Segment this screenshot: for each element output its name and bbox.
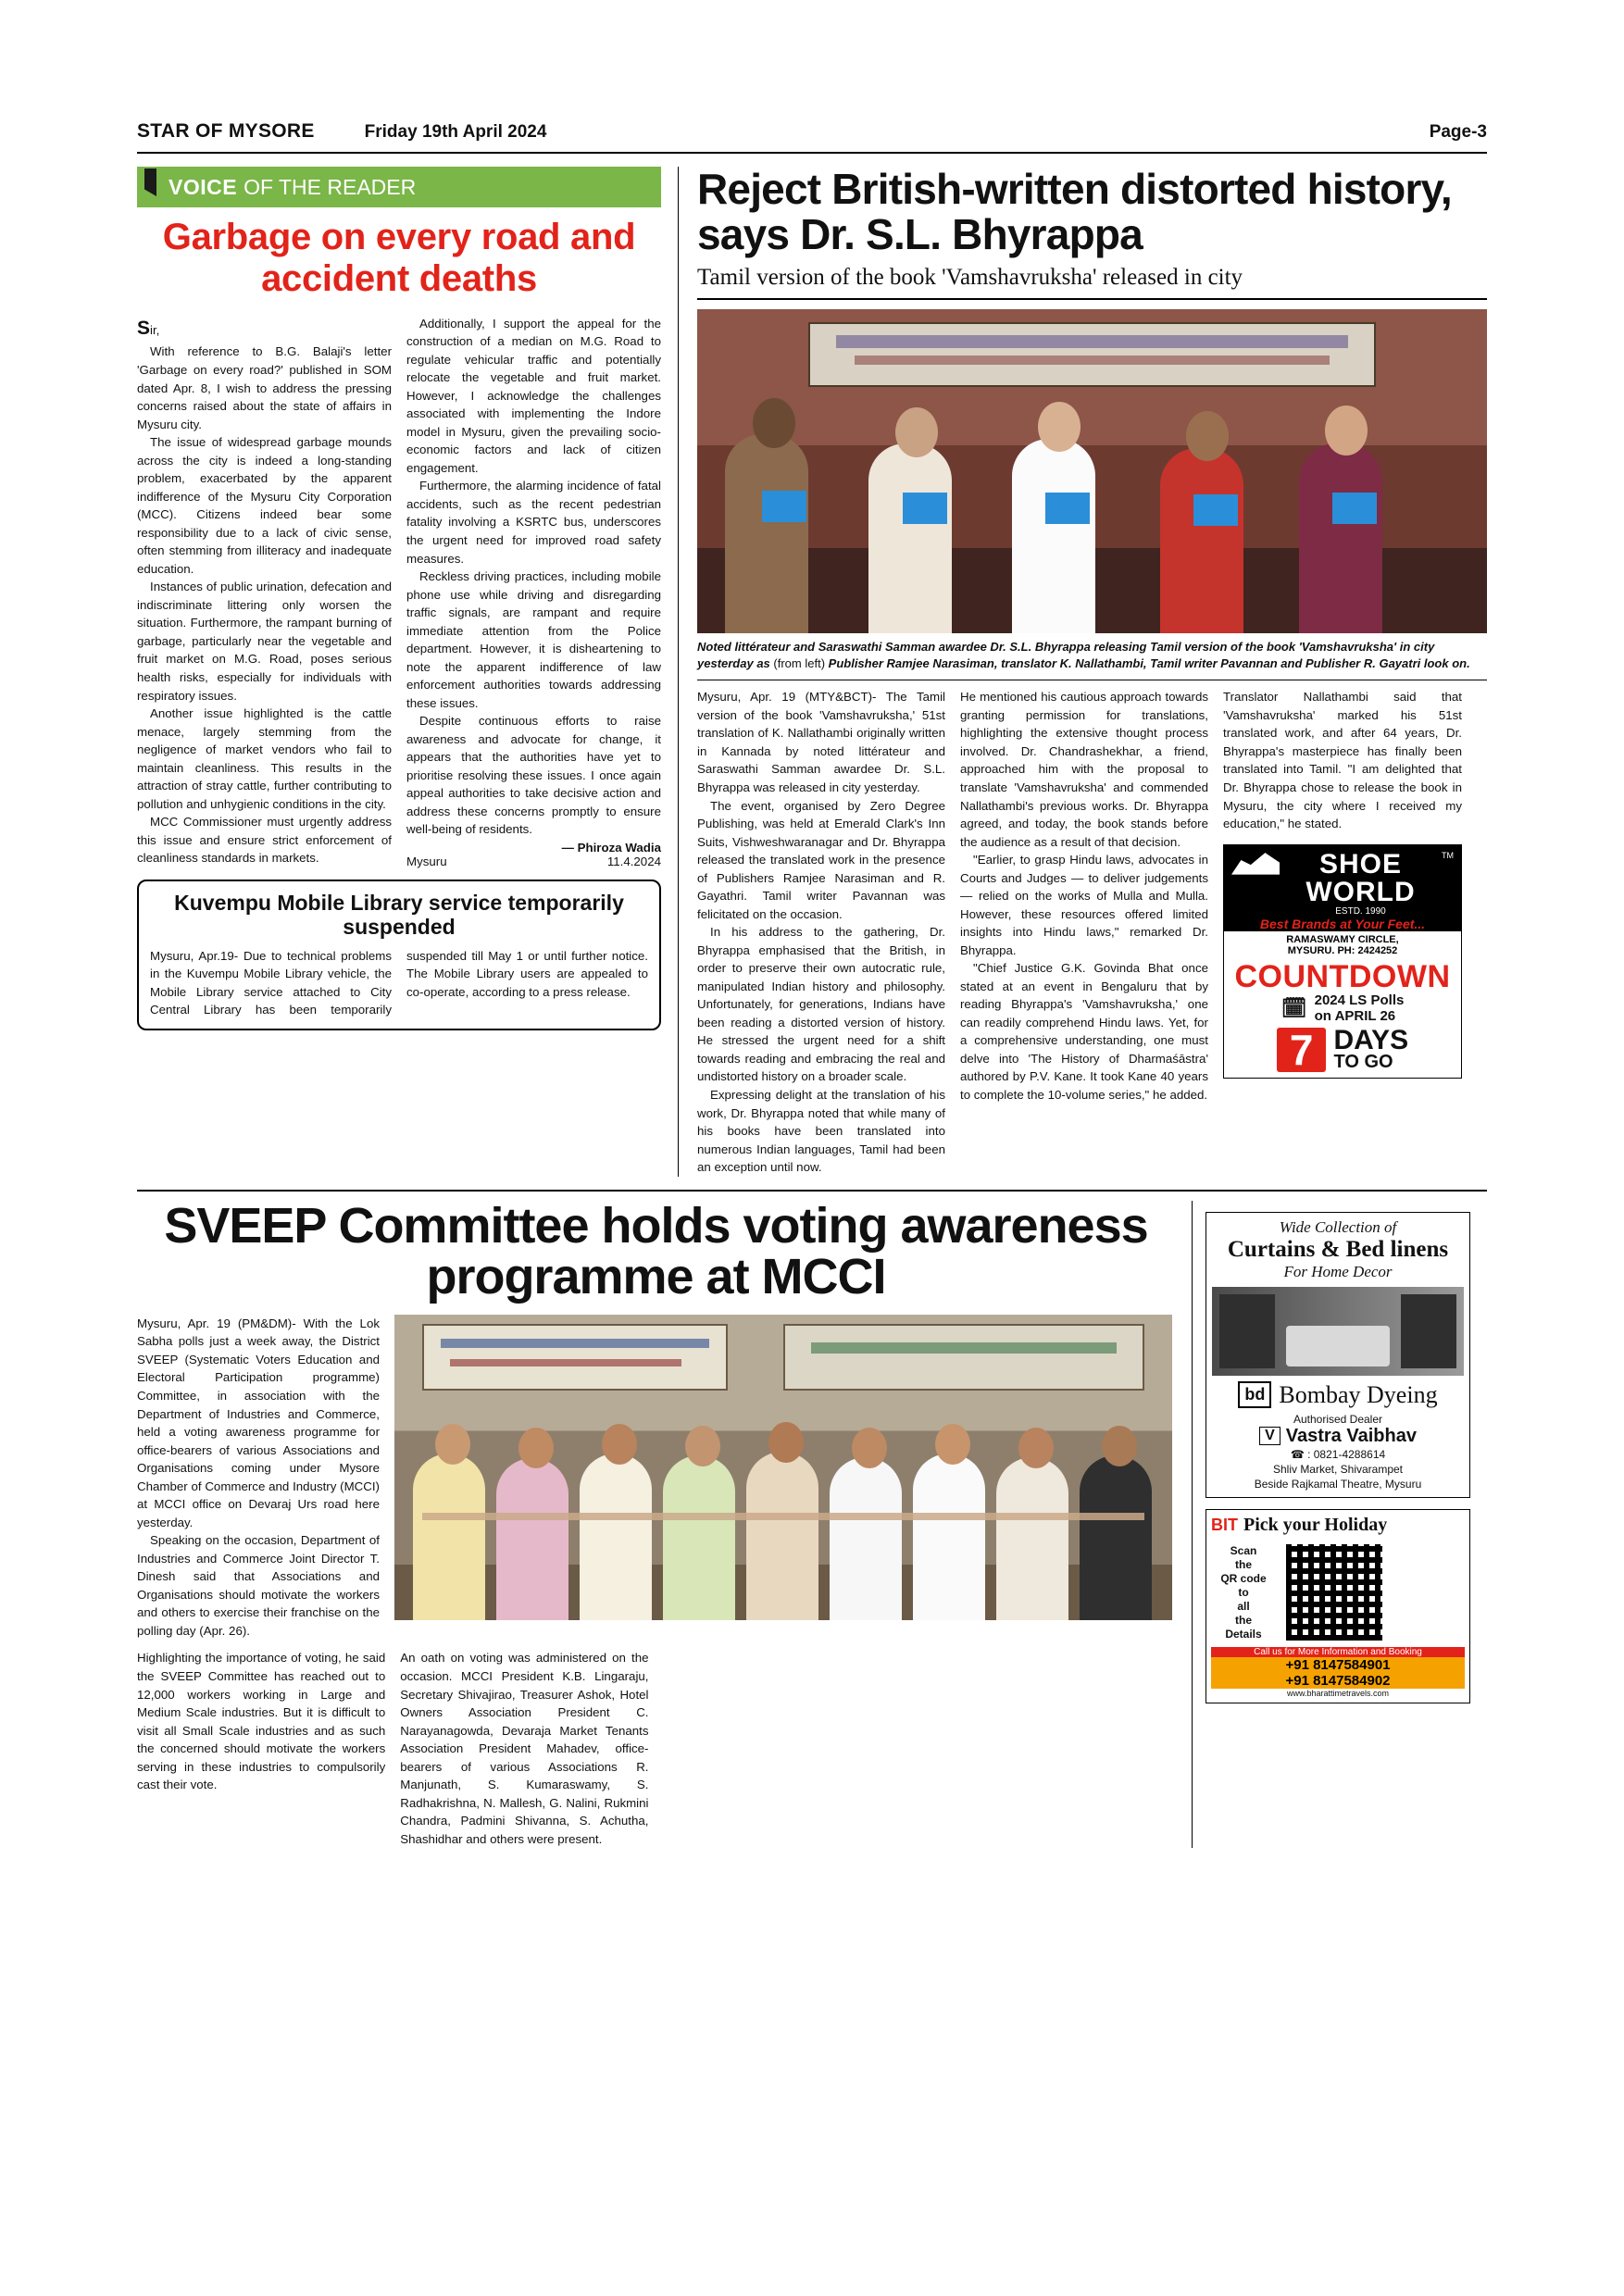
letter-paragraph: With reference to B.G. Balaji's letter 'Garbage on every road?' published in SOM dated Apr. 8, I wish to address the pressing concerns raised about the state of affairs in Mysuru city. [137, 344, 392, 431]
shoe-world-tagline: Best Brands at Your Feet... [1259, 916, 1426, 931]
sveep-paragraph: Highlighting the importance of voting, he said the SVEEP Committee has reached out to 12,000 workers working in Large and Medium Scale industries. But it is difficult to visit all Small Scale industries and as such the concerned should motivate the workers serving in these industries to compulsorily cast their vote. [137, 1651, 386, 1792]
bit-scan-3: QR code [1220, 1571, 1267, 1585]
flag-icon [144, 168, 156, 196]
story-column-2 [960, 688, 1208, 1176]
shoe-world-address-1: RAMASWAMY CIRCLE, [1286, 933, 1399, 945]
story-paragraph: The event, organised by Zero Degree Publishing, was held at Emerald Clark's Inn Suits, Vishweshwaranagar and Dr. Bhyrappa released the translated work in the presence of Publishers Ramjee Narasiman and R. Gayathri. Tamil writer Pavannan was felicitated on the occasion. [697, 798, 945, 921]
letter-place: Mysuru [406, 855, 447, 868]
letter-paragraph: Another issue highlighted is the cattle menace, largely stemming from the negligence of market vendors who fail to maintain cleanliness. This results in the attraction of stray cattle, further contributing to pollution and unhygienic conditions in the city. [137, 706, 392, 811]
ad-shoe-world[interactable] [1223, 844, 1462, 1079]
sveep-paragraph: An oath on voting was administered on the occasion. MCCI President K.B. Lingaraju, Secretary Shivajirao, Treasurer Ashok, Hotel Owners Association President C. Narayanagowda, Devaraja Market Tenants Association President Mahadev, office-bearers of various Associations R. Manjunath, S. Kumaraswamy, S. Radhakrishna, N. Mallesh, G. Nalini, Rukmini Chandra, Padmini Shivanna, S. Achutha, Shashidhar and others were present. [400, 1651, 649, 1846]
sveep-left [137, 1197, 1193, 1849]
bit-scan-4: to [1238, 1585, 1249, 1599]
letter-body [137, 315, 661, 868]
sveep-column-4 [664, 1649, 912, 1848]
story-paragraph: He mentioned his cautious approach towards granting permission for translations, highlighting the extensive thought process involved. Dr. Chandrashekhar, a friend, approached him with the proposal to translate 'Vamshavruksha' and commended Nallathambi's previous works. Dr. Bhyrappa agreed, and today, the book stands before the audience as a result of that decision. [960, 690, 1208, 849]
bit-scan-2: the [1235, 1557, 1252, 1571]
letter-salutation: Sir, [137, 317, 160, 339]
kuvempu-headline: Kuvempu Mobile Library service temporarily suspended [174, 891, 624, 940]
countdown-date: APRIL 26 [1334, 1007, 1396, 1024]
story-column-3 [1223, 688, 1462, 1176]
letter-paragraph: Additionally, I support the appeal for the construction of a median on M.G. Road to regulate vehicular traffic and potentially relocate the vegetable and fruit market. However, I acknowledge the challenges associated with implementing the Indore model in Mysuru, given the prevailing socio-economic factors and lack of citizen engagement. [406, 316, 661, 475]
letter-signature: — Phiroza Wadia [561, 841, 661, 855]
letter-headline: Garbage on every road and accident deaths [162, 217, 636, 299]
countdown-on: on [1314, 1007, 1331, 1024]
story-paragraph: Expressing delight at the translation of his work, Dr. Bhyrappa noted that while many of his books have been translated into numerous Indian languages, Tamil had been an exception until now. [697, 1088, 945, 1175]
curtains-line-3: For Home Decor [1283, 1262, 1393, 1280]
ad-rail [1193, 1201, 1470, 1849]
bombay-dyeing-logo: bd [1238, 1381, 1271, 1408]
story-paragraph: "Earlier, to grasp Hindu laws, advocates in Courts and Judges — to deliver judgements — relied on the works of Mulla and Mulla. However, these resources offered limited insights into Hindu laws," remarked Dr. Bhyrappa. [960, 853, 1208, 957]
letter-paragraph: Reckless driving practices, including mobile phone use while driving and disregarding traffic signals, are rampant and require immediate attention from the Police department. However, it is disheartening to note the apparent indifference of law enforcement authorities towards addressing these issues. [406, 569, 661, 710]
letter-paragraph: The issue of widespread garbage mounds across the city is indeed a long-standing problem, exacerbated by the apparent indifference of the Mysuru City Corporation (MCC). Citizens indeed bear some responsibility due to a lack of civic sense, often stemming from illiteracy and inadequate education. [137, 435, 392, 576]
bit-callus: Call us for More Information and Booking [1211, 1647, 1465, 1657]
vastra-vaibhav-address-1: Shliv Market, Shivarampet [1272, 1462, 1404, 1476]
bit-scan-1: Scan [1230, 1543, 1257, 1557]
letter-paragraph: Furthermore, the alarming incidence of fatal accidents, such as the recent pedestrian fatality involving a KSRTC bus, underscores the urgent need for improved road safety measures. [406, 479, 661, 566]
bit-scan-7: Details [1225, 1627, 1262, 1641]
countdown-polls: 2024 LS Polls [1314, 992, 1405, 1008]
curtains-line-1: Wide Collection of [1279, 1217, 1397, 1236]
shoe-world-estd: ESTD. 1990 [1335, 905, 1386, 917]
bit-website: www.bharattimetravels.com [1286, 1689, 1390, 1699]
sveep-paragraph: Mysuru, Apr. 19 (PM&DM)- With the Lok Sabha polls just a week away, the District SVEEP (Systematic Voters Education and Electoral Participation programme) Committee, in association with the Department of Industries and Commerce, held a voting awareness programme for office-bearers of various Associations and Organisations coming under Mysore Chamber of Commerce and Industry (MCCI) at MCCI office on Devaraj Urs road here yesterday. [137, 1316, 380, 1529]
qr-code-icon[interactable] [1283, 1541, 1385, 1643]
page-number: Page-3 [1429, 122, 1487, 142]
kuvempu-box [137, 880, 661, 1030]
bhyrappa-photo [697, 309, 1487, 633]
bit-phone-2: +91 8147584902 [1211, 1673, 1465, 1689]
sveep-photo [394, 1315, 1172, 1620]
shoe-world-address-2: MYSURU. PH: 2424252 [1287, 944, 1398, 956]
vastra-vaibhav-phone: ☎ : 0821-4288614 [1290, 1447, 1386, 1461]
masthead [137, 120, 1487, 154]
voice-label-light: OF THE READER [244, 174, 417, 199]
right-column [679, 167, 1487, 1177]
letter-paragraph: MCC Commissioner must urgently address this issue and ensure strict enforcement of cleanliness standards in markets. [137, 815, 392, 866]
vastra-vaibhav-name: Vastra Vaibhav [1285, 1425, 1417, 1446]
sveep-paragraph: Speaking on the occasion, Department of Industries and Commerce Joint Director T. Dinesh said that Associations and Organisations should motivate the workers and others to exercise their franchise on the polling day (Apr. 26). [137, 1533, 380, 1638]
story-paragraph: Translator Nallathambi said that 'Vamshavruksha' marked his 51st translated work, and after 64 years, Dr. Bhyrappa's masterpiece has finally been translated into Tamil. "I am delighted that Dr. Bhyrappa chose to release the book in Mysuru, the city where I received my education," he stated. [1223, 690, 1462, 831]
ad-bombay-dyeing[interactable] [1206, 1212, 1470, 1499]
kuvempu-body [150, 947, 648, 1019]
story-paragraph: "Chief Justice G.K. Govinda Bhat once stated at an event in Bengaluru that by reading Bhyrappa's 'Vamshavruksha,' one can readily comprehend Hindu laws. Yet, for a comprehensive understanding, one must delve into 'The History of Dharmaśāstra' authored by P.V. Kane. It took Kane 40 years to complete the 10-volume series," he added. [960, 961, 1208, 1102]
voice-of-the-reader-banner [137, 167, 661, 207]
bit-scan-6: the [1235, 1613, 1252, 1627]
sveep-section [137, 1190, 1487, 1849]
bombay-dyeing-brand: Bombay Dyeing [1279, 1380, 1438, 1408]
countdown-number: 7 [1277, 1028, 1327, 1072]
sveep-column-3 [400, 1649, 648, 1848]
shoe-world-title: SHOE WORLD [1305, 848, 1416, 907]
letter-date: 11.4.2024 [606, 855, 661, 868]
curtains-line-2: Curtains & Bed linens [1227, 1236, 1449, 1262]
voice-label-bold: VOICE [169, 174, 238, 199]
letter-paragraph: Despite continuous efforts to raise awareness and advocate for change, it appears that the authorities have yet to prioritise resolving these issues. I once again appeal authorities to take decisive action and address these concerns promptly to ensure well-being of residents. [406, 714, 661, 837]
sveep-column-5 [927, 1649, 1175, 1848]
caption-part-3: Publisher Ramjee Narasiman, translator K. Nallathambi, Tamil writer Pavannan and Publisher R. Gayatri look on. [828, 656, 1470, 671]
ad-bit-travel[interactable] [1206, 1509, 1470, 1703]
sveep-column-1 [137, 1315, 380, 1641]
countdown-days: DAYS [1333, 1024, 1409, 1055]
story-column-1 [697, 688, 945, 1176]
issue-date: Friday 19th April 2024 [364, 122, 547, 142]
bhyrappa-subhead: Tamil version of the book 'Vamshavruksha' released in city [697, 265, 1487, 300]
paper-title: STAR OF MYSORE [137, 120, 315, 142]
bit-scan-5: all [1237, 1599, 1250, 1613]
vastra-vaibhav-logo: V [1259, 1427, 1280, 1445]
authorised-dealer-label: Authorised Dealer [1293, 1412, 1383, 1426]
left-column [137, 167, 679, 1177]
calendar-icon: 🗓 [1280, 995, 1307, 1019]
caption-part-2: (from left) [773, 656, 826, 671]
bit-logo: BIT [1211, 1516, 1238, 1535]
story-paragraph: Mysuru, Apr. 19 (MTY&BCT)- The Tamil version of the book 'Vamshavruksha,' 51st translation of K. Nallathambi originally written in Kannada by noted littérateur and Saraswathi Samman awardee Dr. S.L. Bhyrappa was released in city yesterday. [697, 690, 945, 794]
bhyrappa-story-columns [697, 688, 1487, 1176]
bhyrappa-photo-caption [697, 639, 1487, 680]
trademark-icon: TM [1442, 850, 1454, 860]
caption-part-1: Noted littérateur and Saraswathi Samman awardee Dr. S.L. Bhyrappa releasing Tamil version of the book 'Vamshavruksha' in city yesterday as [697, 640, 1435, 671]
page-body [137, 167, 1487, 1177]
countdown-togo: TO GO [1333, 1052, 1393, 1073]
vastra-vaibhav-address-2: Beside Rajkamal Theatre, Mysuru [1254, 1478, 1422, 1491]
story-paragraph: In his address to the gathering, Dr. Bhyrappa emphasised that the British, in order to preserve their own autocratic rule, manipulated Indian history and philosophy. Unfortunately, for generations, Indians have been reading a distorted version of history. He stressed the urgent need for a shift towards reading and embracing the real and undistorted history on a broader scale. [697, 925, 945, 1084]
kuvempu-paragraph: Mysuru, Apr.19- Due to technical problems in the Kuvempu Mobile Library vehicle, the Mobile Library service attached to City Central Library has been temporarily suspended till May 1 or until further notice. The Mobile Library users are appealed to co-operate, according to a press release. [150, 948, 648, 1017]
bit-headline: Pick your Holiday [1243, 1515, 1388, 1536]
bit-phone-1: +91 8147584901 [1211, 1657, 1465, 1673]
letter-paragraph: Instances of public urination, defecation and indiscriminate littering only worsen the situation. Furthermore, the rampant burning of garbage, particularly near the vegetable and fruit market on M.G. Road, poses serious health risks, especially for individuals with respiratory issues. [137, 580, 392, 703]
sveep-headline: SVEEP Committee holds voting awareness programme at MCCI [164, 1197, 1148, 1305]
countdown-title: COUNTDOWN [1234, 958, 1451, 994]
bhyrappa-headline: Reject British-written distorted history, says Dr. S.L. Bhyrappa [697, 165, 1452, 259]
letter-signature-line [406, 855, 661, 868]
sveep-column-2 [137, 1649, 385, 1848]
